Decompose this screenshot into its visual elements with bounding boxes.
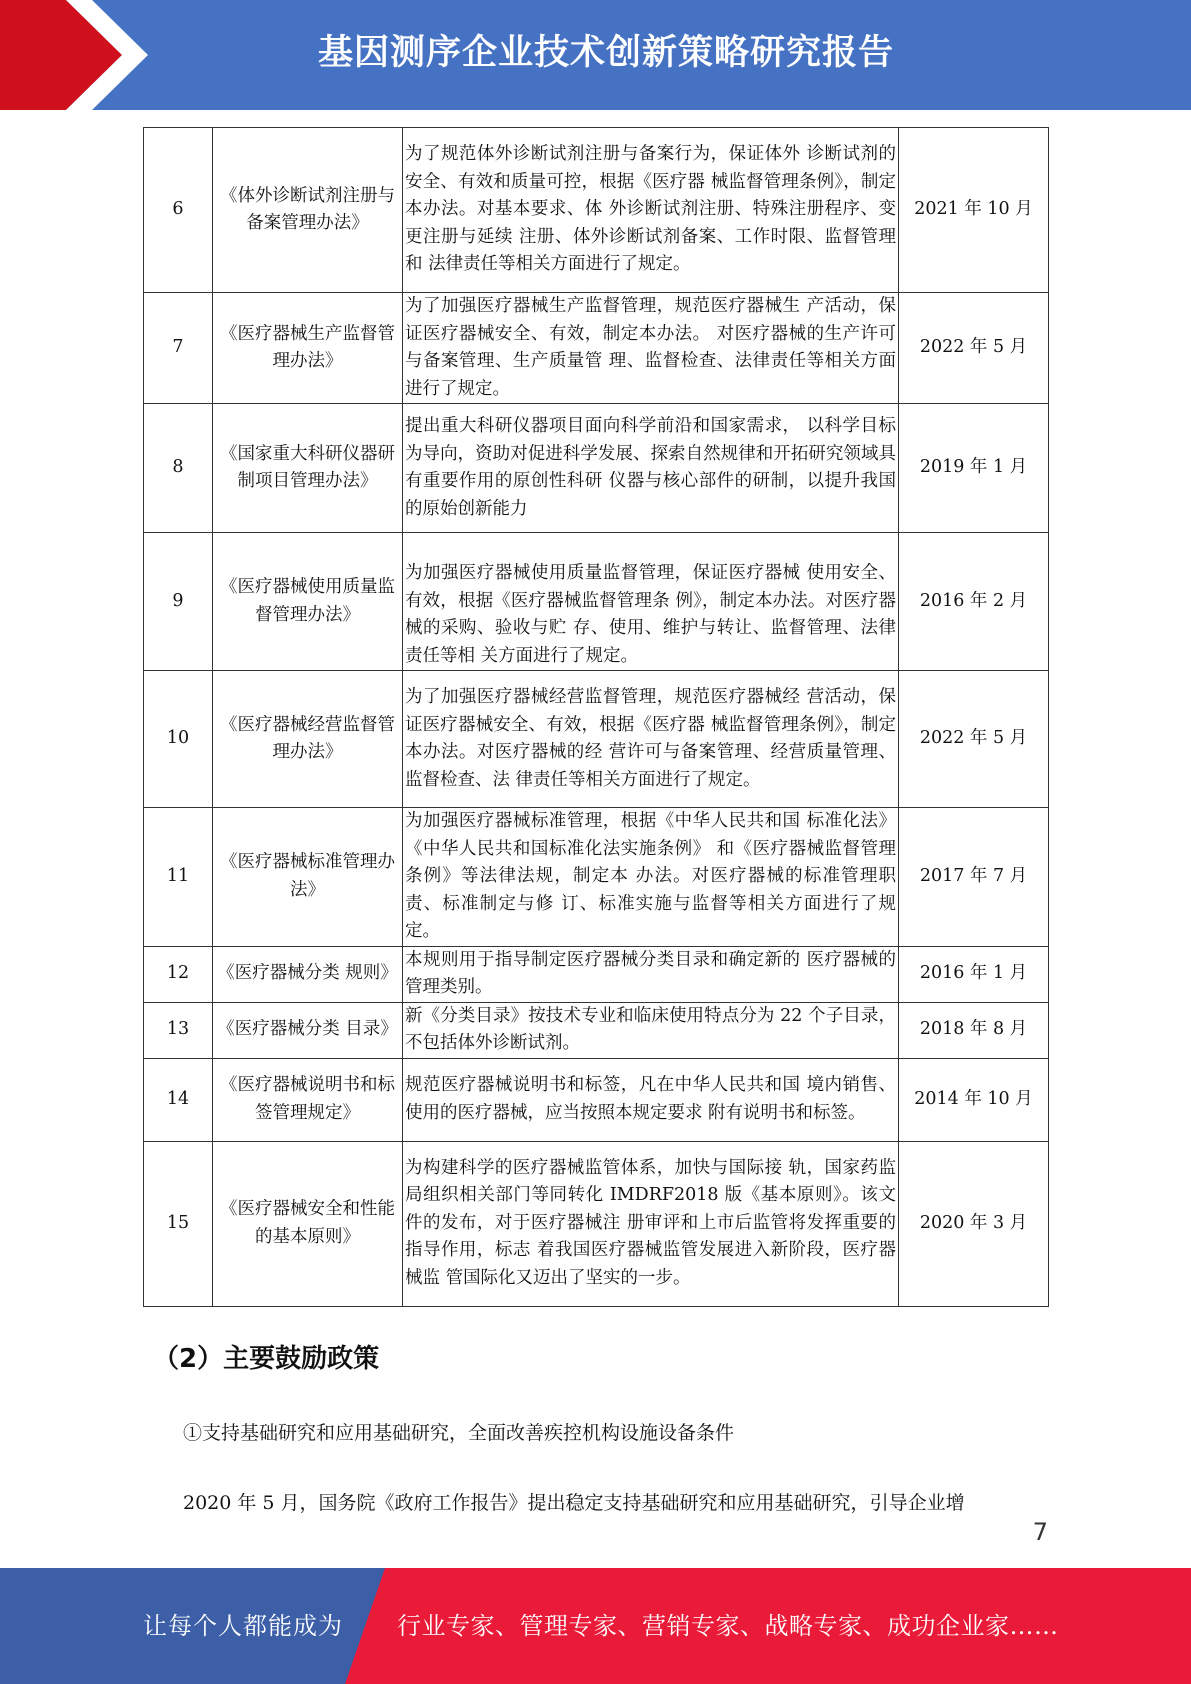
policy-date: 2022 年 5 月 [899, 671, 1049, 808]
table-row [144, 1058, 1049, 1141]
table-row [144, 671, 1049, 808]
policy-name: 《医疗器械标准管理办法》 [213, 808, 403, 947]
policy-description: 为加强医疗器械使用质量监督管理，保证医疗器械 使用安全、有效，根据《医疗器械监督管理条 例》，制定本办法。对医疗器械的采购、验收与贮 存、使用、维护与转让、监督管理、法律责任等相 关方面进行了规定。 [403, 533, 899, 671]
policy-date: 2014 年 10 月 [899, 1058, 1049, 1141]
row-number: 10 [144, 671, 213, 808]
page-footer [0, 1568, 1191, 1684]
table-row [144, 808, 1049, 947]
policy-date: 2019 年 1 月 [899, 404, 1049, 533]
header-chevron-icon [0, 0, 160, 110]
row-number: 12 [144, 946, 213, 1002]
policy-name: 《医疗器械生产监督管理办法》 [213, 293, 403, 404]
footer-slogan-left: 让每个人都能成为 [143, 1612, 343, 1640]
section-heading: （2）主要鼓励政策 [153, 1344, 380, 1374]
table-row [144, 946, 1049, 1002]
policy-date: 2020 年 3 月 [899, 1141, 1049, 1306]
policy-name: 《医疗器械安全和性能的基本原则》 [213, 1141, 403, 1306]
policy-date: 2016 年 2 月 [899, 533, 1049, 671]
table-row [144, 1141, 1049, 1306]
footer-slogan-right: 行业专家、管理专家、营销专家、战略专家、成功企业家…… [397, 1612, 1059, 1640]
policy-description: 本规则用于指导制定医疗器械分类目录和确定新的 医疗器械的管理类别。 [403, 946, 899, 1002]
policy-table [143, 127, 1049, 1307]
page-header [0, 0, 1191, 110]
policy-description: 为构建科学的医疗器械监管体系，加快与国际接 轨，国家药监局组织相关部门等同转化 IMDRF2018 版《基本原则》。该文件的发布，对于医疗器械注 册审评和上市后监管将发挥重要的指导作用，标志 着我国医疗器械监管发展进入新阶段，医疗器械监 管国际化又迈出了坚实的一步。 [403, 1141, 899, 1306]
body-paragraph: 2020 年 5 月，国务院《政府工作报告》提出稳定支持基础研究和应用基础研究，引导企业增 [183, 1492, 965, 1514]
policy-date: 2021 年 10 月 [899, 128, 1049, 293]
policy-name: 《医疗器械使用质量监督管理办法》 [213, 533, 403, 671]
table-row [144, 404, 1049, 533]
bullet-point: ①支持基础研究和应用基础研究，全面改善疾控机构设施设备条件 [183, 1422, 735, 1444]
row-number: 13 [144, 1002, 213, 1058]
policy-name: 《国家重大科研仪器研制项目管理办法》 [213, 404, 403, 533]
policy-name: 《医疗器械经营监督管理办法》 [213, 671, 403, 808]
policy-description: 为了规范体外诊断试剂注册与备案行为，保证体外 诊断试剂的安全、有效和质量可控，根据《医疗器 械监督管理条例》，制定本办法。对基本要求、体 外诊断试剂注册、特殊注册程序、变更注册与延续 注册、体外诊断试剂备案、工作时限、监督管理和 法律责任等相关方面进行了规定。 [403, 128, 899, 293]
table-row [144, 128, 1049, 293]
policy-name: 《医疗器械说明书和标签管理规定》 [213, 1058, 403, 1141]
policy-name: 《医疗器械分类 目录》 [213, 1002, 403, 1058]
row-number: 8 [144, 404, 213, 533]
policy-date: 2022 年 5 月 [899, 293, 1049, 404]
row-number: 11 [144, 808, 213, 947]
report-title: 基因测序企业技术创新策略研究报告 [317, 33, 894, 73]
page-number: 7 [1032, 1518, 1048, 1546]
policy-date: 2018 年 8 月 [899, 1002, 1049, 1058]
row-number: 15 [144, 1141, 213, 1306]
policy-description: 规范医疗器械说明书和标签，凡在中华人民共和国 境内销售、使用的医疗器械，应当按照本规定要求 附有说明书和标签。 [403, 1058, 899, 1141]
row-number: 6 [144, 128, 213, 293]
policy-name: 《体外诊断试剂注册与备案管理办法》 [213, 128, 403, 293]
row-number: 14 [144, 1058, 213, 1141]
table-row [144, 533, 1049, 671]
table-row [144, 293, 1049, 404]
policy-description: 新《分类目录》按技术专业和临床使用特点分为 22 个子目录，不包括体外诊断试剂。 [403, 1002, 899, 1058]
policy-name: 《医疗器械分类 规则》 [213, 946, 403, 1002]
row-number: 7 [144, 293, 213, 404]
policy-description: 为了加强医疗器械生产监督管理，规范医疗器械生 产活动，保证医疗器械安全、有效，制定本办法。 对医疗器械的生产许可与备案管理、生产质量管 理、监督检查、法律责任等相关方面进行了规定。 [403, 293, 899, 404]
policy-date: 2017 年 7 月 [899, 808, 1049, 947]
policy-description: 为了加强医疗器械经营监督管理，规范医疗器械经 营活动，保证医疗器械安全、有效，根据《医疗器 械监督管理条例》，制定本办法。对医疗器械的经 营许可与备案管理、经营质量管理、监督检查、法 律责任等相关方面进行了规定。 [403, 671, 899, 808]
policy-description: 为加强医疗器械标准管理，根据《中华人民共和国 标准化法》《中华人民共和国标准化法实施条例》 和《医疗器械监督管理条例》等法律法规，制定本 办法。对医疗器械的标准管理职责、标准制定与修 订、标准实施与监督等相关方面进行了规定。 [403, 808, 899, 947]
table-row [144, 1002, 1049, 1058]
policy-description: 提出重大科研仪器项目面向科学前沿和国家需求， 以科学目标为导向，资助对促进科学发展、探索自然规律和开拓研究领域具有重要作用的原创性科研 仪器与核心部件的研制，以提升我国的原始创新能力 [403, 404, 899, 533]
row-number: 9 [144, 533, 213, 671]
policy-date: 2016 年 1 月 [899, 946, 1049, 1002]
